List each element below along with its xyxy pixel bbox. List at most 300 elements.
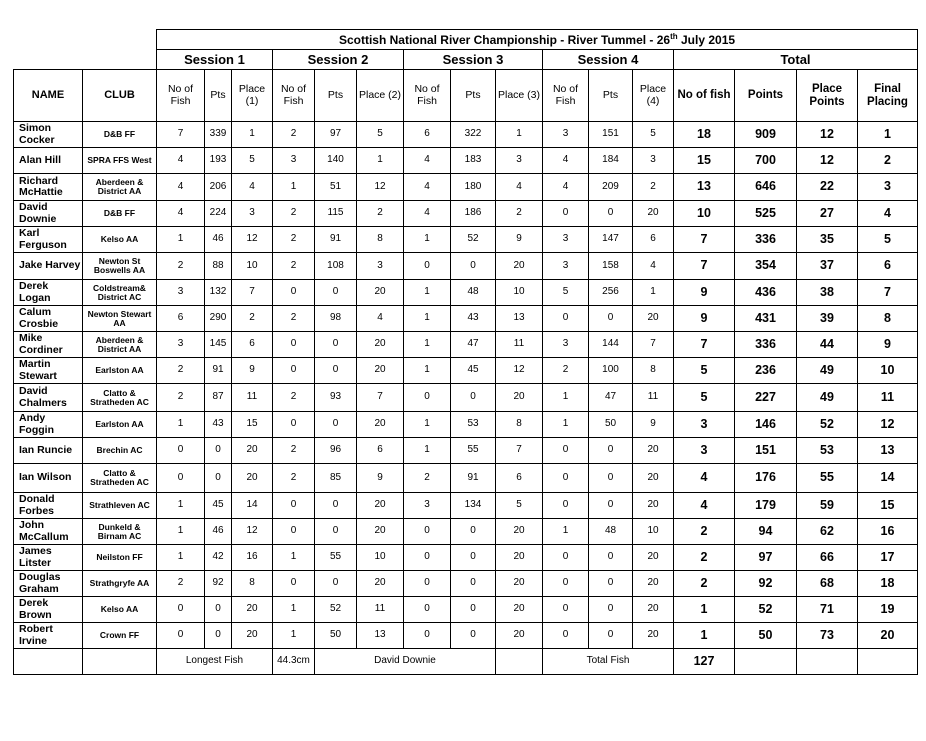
s3-no-fish: 3: [404, 493, 451, 519]
club-name: Brechin AC: [83, 438, 157, 464]
s1-pts: 43: [205, 412, 232, 438]
total-points: 176: [735, 464, 797, 493]
total-no-fish: 3: [674, 438, 735, 464]
s1-pts: 339: [205, 122, 232, 148]
table-row: [14, 545, 918, 571]
s4-pts: 0: [589, 201, 633, 227]
s2-no-fish: 1: [273, 545, 315, 571]
s2-pts: 52: [315, 597, 357, 623]
total-points: 700: [735, 148, 797, 174]
angler-name: Richard McHattie: [14, 174, 83, 201]
total-no-fish: 15: [674, 148, 735, 174]
s4-no-fish: 3: [543, 122, 589, 148]
s3-pts: 0: [451, 571, 496, 597]
angler-name: David Downie: [14, 201, 83, 227]
s4-place: 20: [633, 201, 674, 227]
results-table: [13, 29, 918, 675]
s1-place: 5: [232, 148, 273, 174]
s4-no-fish: 0: [543, 493, 589, 519]
s4-no-fish: 1: [543, 384, 589, 412]
s2-place: 20: [357, 332, 404, 358]
s1-pts: 132: [205, 280, 232, 306]
s4-pts: 0: [589, 623, 633, 649]
s3-pts: 180: [451, 174, 496, 201]
s3-pts-header: Pts: [451, 70, 496, 122]
s3-place: 7: [496, 438, 543, 464]
s2-place: 20: [357, 280, 404, 306]
club-name: D&B FF: [83, 122, 157, 148]
total-points: 336: [735, 332, 797, 358]
s3-pts: 43: [451, 306, 496, 332]
table-row: [14, 122, 918, 148]
s2-place: 13: [357, 623, 404, 649]
angler-name: James Litster: [14, 545, 83, 571]
s2-pts: 0: [315, 571, 357, 597]
s1-place: 7: [232, 280, 273, 306]
final-placing: 12: [858, 412, 918, 438]
s1-no-fish: 4: [157, 174, 205, 201]
total-place-points: 62: [797, 519, 858, 545]
final-placing: 9: [858, 332, 918, 358]
angler-name: Derek Brown: [14, 597, 83, 623]
total-no-fish: 3: [674, 412, 735, 438]
s4-pts: 47: [589, 384, 633, 412]
s4-no-fish: 0: [543, 571, 589, 597]
s3-pts: 0: [451, 519, 496, 545]
s4-pts: 50: [589, 412, 633, 438]
total-no-fish: 7: [674, 227, 735, 253]
total-no-fish: 4: [674, 464, 735, 493]
page-title: Scottish National River Championship - River Tummel - 26th July 2015: [157, 30, 918, 50]
s1-place: 3: [232, 201, 273, 227]
final-placing: 2: [858, 148, 918, 174]
angler-name: Karl Ferguson: [14, 227, 83, 253]
club-name: Earlston AA: [83, 358, 157, 384]
s3-no-fish: 1: [404, 332, 451, 358]
table-row: [14, 384, 918, 412]
s1-pts: 42: [205, 545, 232, 571]
s4-pts: 144: [589, 332, 633, 358]
s3-no-fish: 2: [404, 464, 451, 493]
total-fish-label: Total Fish: [543, 649, 674, 675]
s1-pts: 46: [205, 227, 232, 253]
s3-no-fish-header: No of Fish: [404, 70, 451, 122]
s2-place: 20: [357, 571, 404, 597]
s2-no-fish: 0: [273, 358, 315, 384]
total-no-fish: 9: [674, 280, 735, 306]
s2-no-fish: 2: [273, 227, 315, 253]
table-row: [14, 280, 918, 306]
s1-pts: 45: [205, 493, 232, 519]
total-place-points: 12: [797, 122, 858, 148]
angler-name: Calum Crosbie: [14, 306, 83, 332]
final-placing: 1: [858, 122, 918, 148]
s4-place: 20: [633, 493, 674, 519]
s1-no-fish: 0: [157, 464, 205, 493]
s2-no-fish: 0: [273, 412, 315, 438]
footer-empty-club: [83, 649, 157, 675]
s2-place: 5: [357, 122, 404, 148]
s4-pts: 147: [589, 227, 633, 253]
s3-place: 20: [496, 623, 543, 649]
total-points: 525: [735, 201, 797, 227]
s2-pts: 51: [315, 174, 357, 201]
angler-name: Simon Cocker: [14, 122, 83, 148]
longest-fish-angler: David Downie: [315, 649, 496, 675]
total-no-fish: 10: [674, 201, 735, 227]
s4-place: 3: [633, 148, 674, 174]
s2-no-fish: 2: [273, 306, 315, 332]
s2-place: 9: [357, 464, 404, 493]
total-points: 52: [735, 597, 797, 623]
club-name: Clatto & Stratheden AC: [83, 384, 157, 412]
s1-place: 20: [232, 623, 273, 649]
s4-no-fish: 4: [543, 148, 589, 174]
s1-place: 16: [232, 545, 273, 571]
s1-place-header: Place (1): [232, 70, 273, 122]
final-placing: 20: [858, 623, 918, 649]
s2-no-fish: 0: [273, 519, 315, 545]
total-points: 646: [735, 174, 797, 201]
s2-pts: 96: [315, 438, 357, 464]
total-place-points: 22: [797, 174, 858, 201]
s1-no-fish: 7: [157, 122, 205, 148]
club-name: Neilston FF: [83, 545, 157, 571]
s3-no-fish: 0: [404, 597, 451, 623]
s3-no-fish: 1: [404, 358, 451, 384]
s2-no-fish: 3: [273, 148, 315, 174]
s1-no-fish: 2: [157, 384, 205, 412]
final-placing: 10: [858, 358, 918, 384]
s1-no-fish: 1: [157, 545, 205, 571]
total-place-points: 44: [797, 332, 858, 358]
table-row: [14, 227, 918, 253]
s2-place: 4: [357, 306, 404, 332]
s3-no-fish: 6: [404, 122, 451, 148]
angler-name: Donald Forbes: [14, 493, 83, 519]
s1-no-fish: 3: [157, 332, 205, 358]
total-place-points: 12: [797, 148, 858, 174]
s3-pts: 53: [451, 412, 496, 438]
total-no-fish: 18: [674, 122, 735, 148]
s1-place: 6: [232, 332, 273, 358]
s3-pts: 186: [451, 201, 496, 227]
s1-pts: 87: [205, 384, 232, 412]
total-no-fish: 5: [674, 384, 735, 412]
s1-no-fish: 4: [157, 201, 205, 227]
s2-no-fish: 2: [273, 122, 315, 148]
s4-pts-header: Pts: [589, 70, 633, 122]
s2-pts: 0: [315, 280, 357, 306]
s3-no-fish: 1: [404, 306, 451, 332]
s1-no-fish: 0: [157, 623, 205, 649]
s1-no-fish: 2: [157, 571, 205, 597]
s2-place: 8: [357, 227, 404, 253]
club-name: Crown FF: [83, 623, 157, 649]
s1-pts: 0: [205, 438, 232, 464]
angler-name: David Chalmers: [14, 384, 83, 412]
s4-pts: 0: [589, 438, 633, 464]
s1-pts: 224: [205, 201, 232, 227]
footer-empty-name: [14, 649, 83, 675]
s4-no-fish: 2: [543, 358, 589, 384]
s1-place: 8: [232, 571, 273, 597]
table-row: [14, 253, 918, 280]
s4-no-fish: 5: [543, 280, 589, 306]
table-row: [14, 412, 918, 438]
s1-place: 20: [232, 597, 273, 623]
s3-pts: 0: [451, 545, 496, 571]
s2-pts: 0: [315, 332, 357, 358]
s1-pts: 92: [205, 571, 232, 597]
s1-no-fish: 1: [157, 227, 205, 253]
s2-pts: 55: [315, 545, 357, 571]
total-no-fish: 5: [674, 358, 735, 384]
s3-place: 11: [496, 332, 543, 358]
s1-pts: 0: [205, 464, 232, 493]
s4-pts: 0: [589, 464, 633, 493]
s2-pts: 97: [315, 122, 357, 148]
s1-pts: 0: [205, 597, 232, 623]
s3-pts: 91: [451, 464, 496, 493]
s4-pts: 0: [589, 545, 633, 571]
s1-place: 15: [232, 412, 273, 438]
s4-place: 20: [633, 306, 674, 332]
total-points: 354: [735, 253, 797, 280]
s4-pts: 0: [589, 306, 633, 332]
final-placing: 11: [858, 384, 918, 412]
s2-no-fish: 0: [273, 332, 315, 358]
angler-name: Mike Cordiner: [14, 332, 83, 358]
s4-place: 20: [633, 623, 674, 649]
s2-place: 11: [357, 597, 404, 623]
s2-no-fish: 1: [273, 174, 315, 201]
s2-no-fish: 0: [273, 493, 315, 519]
s1-place: 12: [232, 519, 273, 545]
title-row: [14, 30, 918, 50]
total-place-points: 55: [797, 464, 858, 493]
club-name: Newton St Boswells AA: [83, 253, 157, 280]
s3-no-fish: 4: [404, 148, 451, 174]
s4-place: 6: [633, 227, 674, 253]
s4-pts: 0: [589, 597, 633, 623]
s4-pts: 151: [589, 122, 633, 148]
total-points: 236: [735, 358, 797, 384]
s2-place: 2: [357, 201, 404, 227]
final-placing: 4: [858, 201, 918, 227]
s3-pts: 0: [451, 384, 496, 412]
s3-pts: 183: [451, 148, 496, 174]
s4-place: 20: [633, 438, 674, 464]
angler-name: Alan Hill: [14, 148, 83, 174]
s3-no-fish: 1: [404, 438, 451, 464]
s2-no-fish: 0: [273, 571, 315, 597]
club-name: Kelso AA: [83, 597, 157, 623]
s4-place: 20: [633, 464, 674, 493]
table-row: [14, 358, 918, 384]
angler-name: Martin Stewart: [14, 358, 83, 384]
club-name: Coldstream& District AC: [83, 280, 157, 306]
club-header: CLUB: [83, 70, 157, 122]
club-name: Aberdeen & District AA: [83, 332, 157, 358]
s3-place-header: Place (3): [496, 70, 543, 122]
club-name: Kelso AA: [83, 227, 157, 253]
s3-no-fish: 1: [404, 280, 451, 306]
s4-place: 5: [633, 122, 674, 148]
s4-no-fish: 1: [543, 519, 589, 545]
total-points: 436: [735, 280, 797, 306]
s3-place: 8: [496, 412, 543, 438]
s3-no-fish: 4: [404, 174, 451, 201]
s4-no-fish: 0: [543, 306, 589, 332]
s4-pts: 100: [589, 358, 633, 384]
total-place-points: 68: [797, 571, 858, 597]
total-points: 97: [735, 545, 797, 571]
total-place-points: 71: [797, 597, 858, 623]
s2-pts: 0: [315, 412, 357, 438]
table-row: [14, 148, 918, 174]
s1-pts: 145: [205, 332, 232, 358]
club-name: Earlston AA: [83, 412, 157, 438]
s3-place: 2: [496, 201, 543, 227]
s4-no-fish-header: No of Fish: [543, 70, 589, 122]
s1-pts: 91: [205, 358, 232, 384]
session-4-header: Session 4: [543, 50, 674, 70]
s2-no-fish: 2: [273, 438, 315, 464]
s2-pts: 108: [315, 253, 357, 280]
s4-place: 8: [633, 358, 674, 384]
s3-place: 12: [496, 358, 543, 384]
s4-no-fish: 0: [543, 464, 589, 493]
s2-pts: 140: [315, 148, 357, 174]
s1-place: 2: [232, 306, 273, 332]
s2-pts: 0: [315, 358, 357, 384]
s4-no-fish: 1: [543, 412, 589, 438]
s3-place: 10: [496, 280, 543, 306]
club-name: Strathgryfe AA: [83, 571, 157, 597]
s2-place: 20: [357, 519, 404, 545]
s3-place: 6: [496, 464, 543, 493]
longest-fish-label: Longest Fish: [157, 649, 273, 675]
s1-no-fish: 0: [157, 597, 205, 623]
table-row: [14, 332, 918, 358]
total-no-fish: 9: [674, 306, 735, 332]
final-placing: 5: [858, 227, 918, 253]
s3-no-fish: 0: [404, 623, 451, 649]
s3-place: 20: [496, 571, 543, 597]
s3-pts: 52: [451, 227, 496, 253]
s4-no-fish: 3: [543, 227, 589, 253]
s2-no-fish-header: No of Fish: [273, 70, 315, 122]
s3-place: 9: [496, 227, 543, 253]
total-place-points: 53: [797, 438, 858, 464]
total-no-fish: 1: [674, 623, 735, 649]
angler-name: Andy Foggin: [14, 412, 83, 438]
footer-empty-place-points: [797, 649, 858, 675]
s4-pts: 0: [589, 571, 633, 597]
s1-no-fish: 3: [157, 280, 205, 306]
angler-name: Douglas Graham: [14, 571, 83, 597]
table-row: [14, 174, 918, 201]
final-placing: 18: [858, 571, 918, 597]
s3-no-fish: 0: [404, 545, 451, 571]
s2-place: 3: [357, 253, 404, 280]
place-points-header: Place Points: [797, 70, 858, 122]
s4-no-fish: 0: [543, 597, 589, 623]
s4-no-fish: 0: [543, 623, 589, 649]
s2-no-fish: 2: [273, 464, 315, 493]
s4-place: 2: [633, 174, 674, 201]
total-points: 50: [735, 623, 797, 649]
s4-place-header: Place (4): [633, 70, 674, 122]
final-placing: 15: [858, 493, 918, 519]
s4-place: 7: [633, 332, 674, 358]
total-no-fish: 13: [674, 174, 735, 201]
s3-pts: 48: [451, 280, 496, 306]
s1-no-fish: 1: [157, 493, 205, 519]
total-place-points: 73: [797, 623, 858, 649]
s4-place: 10: [633, 519, 674, 545]
table-row: [14, 597, 918, 623]
session-header-row: [14, 50, 918, 70]
s3-pts: 0: [451, 597, 496, 623]
angler-name: Derek Logan: [14, 280, 83, 306]
s1-pts: 193: [205, 148, 232, 174]
total-points: 146: [735, 412, 797, 438]
s2-no-fish: 0: [273, 280, 315, 306]
angler-name: John McCallum: [14, 519, 83, 545]
s2-place: 20: [357, 412, 404, 438]
s1-no-fish: 2: [157, 253, 205, 280]
s1-pts: 88: [205, 253, 232, 280]
total-points: 227: [735, 384, 797, 412]
total-no-fish: 1: [674, 597, 735, 623]
table-row: [14, 306, 918, 332]
total-points: 92: [735, 571, 797, 597]
total-points: 94: [735, 519, 797, 545]
session-3-header: Session 3: [404, 50, 543, 70]
s2-place: 12: [357, 174, 404, 201]
s2-pts: 50: [315, 623, 357, 649]
s3-pts: 45: [451, 358, 496, 384]
s3-place: 20: [496, 597, 543, 623]
s3-place: 13: [496, 306, 543, 332]
total-points: 151: [735, 438, 797, 464]
final-placing: 3: [858, 174, 918, 201]
s3-place: 20: [496, 545, 543, 571]
s2-place-header: Place (2): [357, 70, 404, 122]
club-name: Dunkeld & Birnam AC: [83, 519, 157, 545]
s4-no-fish: 0: [543, 201, 589, 227]
s4-no-fish: 0: [543, 438, 589, 464]
s2-place: 20: [357, 358, 404, 384]
total-place-points: 38: [797, 280, 858, 306]
total-no-fish: 2: [674, 571, 735, 597]
longest-fish-length: 44.3cm: [273, 649, 315, 675]
s1-pts: 290: [205, 306, 232, 332]
s1-place: 11: [232, 384, 273, 412]
final-placing: 7: [858, 280, 918, 306]
s4-place: 1: [633, 280, 674, 306]
s2-place: 7: [357, 384, 404, 412]
club-name: Newton Stewart AA: [83, 306, 157, 332]
s4-place: 20: [633, 597, 674, 623]
final-placing-header: Final Placing: [858, 70, 918, 122]
s1-place: 9: [232, 358, 273, 384]
name-header: NAME: [14, 70, 83, 122]
s1-place: 4: [232, 174, 273, 201]
s1-place: 10: [232, 253, 273, 280]
